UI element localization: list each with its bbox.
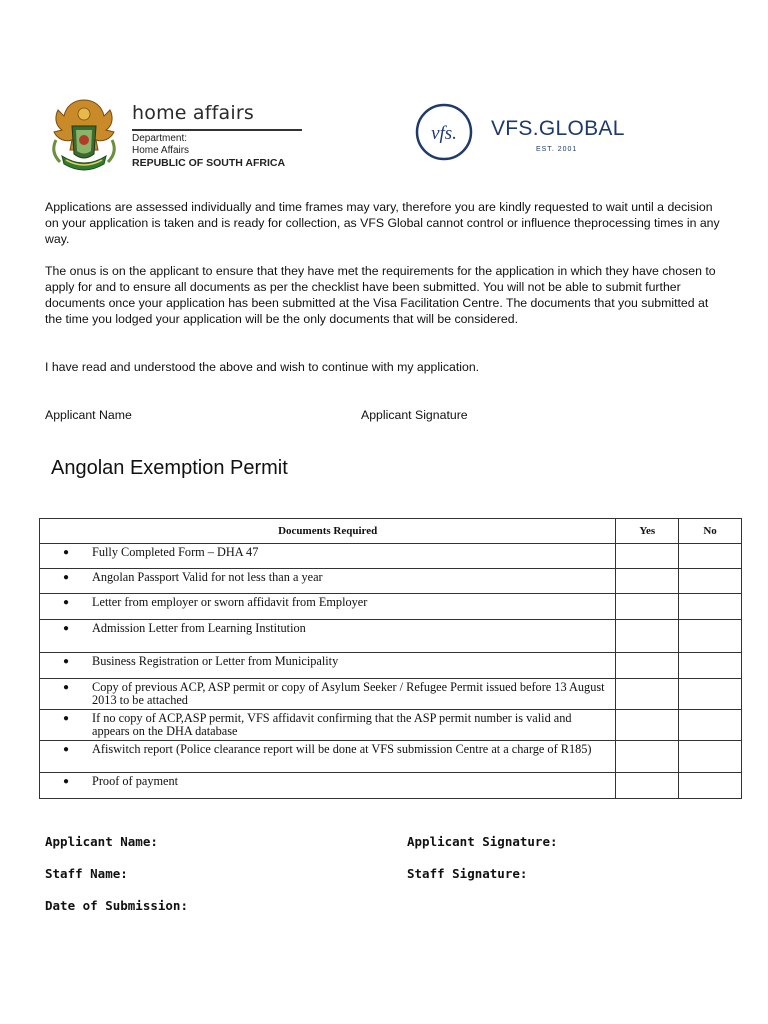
bullet-icon: ● [62, 623, 70, 634]
no-checkbox-cell[interactable] [679, 569, 742, 594]
yes-checkbox-cell[interactable] [616, 620, 679, 653]
yes-checkbox-cell[interactable] [616, 710, 679, 741]
table-row [40, 741, 742, 773]
acknowledgement-statement: I have read and understood the above and wish to continue with my application. [45, 360, 480, 374]
document-item: Admission Letter from Learning Institution [92, 621, 306, 635]
yes-checkbox-cell[interactable] [616, 569, 679, 594]
document-item: Copy of previous ACP, ASP permit or copy of Asylum Seeker / Refugee Permit issued before 13 August 2013 to be attached [92, 680, 605, 707]
vfs-monogram: vfs. [431, 123, 457, 144]
table-row [40, 569, 742, 594]
header-no: No [679, 519, 742, 544]
yes-checkbox-cell[interactable] [616, 741, 679, 773]
bullet-icon: ● [62, 572, 70, 583]
dept-line: Home Affairs [132, 145, 190, 156]
no-checkbox-cell[interactable] [679, 773, 742, 799]
bullet-icon: ● [62, 656, 70, 667]
applicant-name-label: Applicant Name [45, 408, 132, 422]
document-item: If no copy of ACP,ASP permit, VFS affidavit confirming that the ASP permit number is valid and appears on the DHA database [92, 711, 572, 738]
department-details [132, 133, 285, 169]
header-documents-required: Documents Required [40, 519, 616, 544]
document-item: Angolan Passport Valid for not less than a year [92, 570, 323, 584]
permit-title: Angolan Exemption Permit [51, 457, 288, 479]
footer-staff-name-label: Staff Name: [45, 866, 128, 881]
vfs-brand-name: VFS.GLOBAL [491, 117, 625, 140]
coat-of-arms-logo [44, 96, 124, 178]
no-checkbox-cell[interactable] [679, 710, 742, 741]
document-item: Business Registration or Letter from Municipality [92, 654, 339, 668]
bullet-icon: ● [62, 682, 70, 693]
no-checkbox-cell[interactable] [679, 594, 742, 620]
dept-country: REPUBLIC OF SOUTH AFRICA [132, 157, 286, 169]
table-row [40, 653, 742, 679]
dept-line: Department: [132, 133, 188, 144]
bullet-icon: ● [62, 547, 70, 558]
department-title: home affairs [132, 102, 254, 124]
documents-checklist-table [39, 518, 742, 799]
bullet-icon: ● [62, 744, 70, 755]
document-item: Proof of payment [92, 774, 179, 788]
yes-checkbox-cell[interactable] [616, 544, 679, 569]
footer-applicant-name-label: Applicant Name: [45, 834, 158, 849]
footer-applicant-signature-label: Applicant Signature: [407, 834, 558, 849]
yes-checkbox-cell[interactable] [616, 679, 679, 710]
footer-staff-signature-label: Staff Signature: [407, 866, 528, 881]
header-yes: Yes [616, 519, 679, 544]
vfs-logo [414, 102, 474, 162]
title-underline [132, 129, 302, 131]
applicant-signature-label: Applicant Signature [361, 408, 468, 422]
table-header-row [40, 519, 742, 544]
onus-notice: The onus is on the applicant to ensure that they have met the requirements for the application in which they have chosen to apply for and to ensure all documents as per the checklist have been submitted. You will not be able to submit further documents once your application has been submitted at the Visa Facilitation Centre. The documents that you submitted at the time you lodged your application will be the only documents that will be considered. [45, 264, 716, 326]
table-row [40, 544, 742, 569]
yes-checkbox-cell[interactable] [616, 653, 679, 679]
document-item: Afiswitch report (Police clearance report will be done at VFS submission Centre at a charge of R185) [92, 742, 592, 756]
no-checkbox-cell[interactable] [679, 679, 742, 710]
no-checkbox-cell[interactable] [679, 620, 742, 653]
table-row [40, 710, 742, 741]
bullet-icon: ● [62, 597, 70, 608]
table-row [40, 594, 742, 620]
document-item: Letter from employer or sworn affidavit from Employer [92, 595, 368, 609]
page-header [44, 94, 724, 184]
footer-date-of-submission-label: Date of Submission: [45, 898, 188, 913]
vfs-est-year: EST. 2001 [536, 146, 578, 153]
no-checkbox-cell[interactable] [679, 653, 742, 679]
yes-checkbox-cell[interactable] [616, 594, 679, 620]
table-row [40, 773, 742, 799]
bullet-icon: ● [62, 713, 70, 724]
no-checkbox-cell[interactable] [679, 544, 742, 569]
processing-notice: Applications are assessed individually and time frames may vary, therefore you are kindly requested to wait until a decision on your application is taken and is ready for collection, as VFS Global cannot control or influence theprocessing times in any way. [45, 200, 720, 246]
document-item: Fully Completed Form – DHA 47 [92, 545, 259, 559]
table-row [40, 620, 742, 653]
no-checkbox-cell[interactable] [679, 741, 742, 773]
bullet-icon: ● [62, 776, 70, 787]
yes-checkbox-cell[interactable] [616, 773, 679, 799]
table-row [40, 679, 742, 710]
